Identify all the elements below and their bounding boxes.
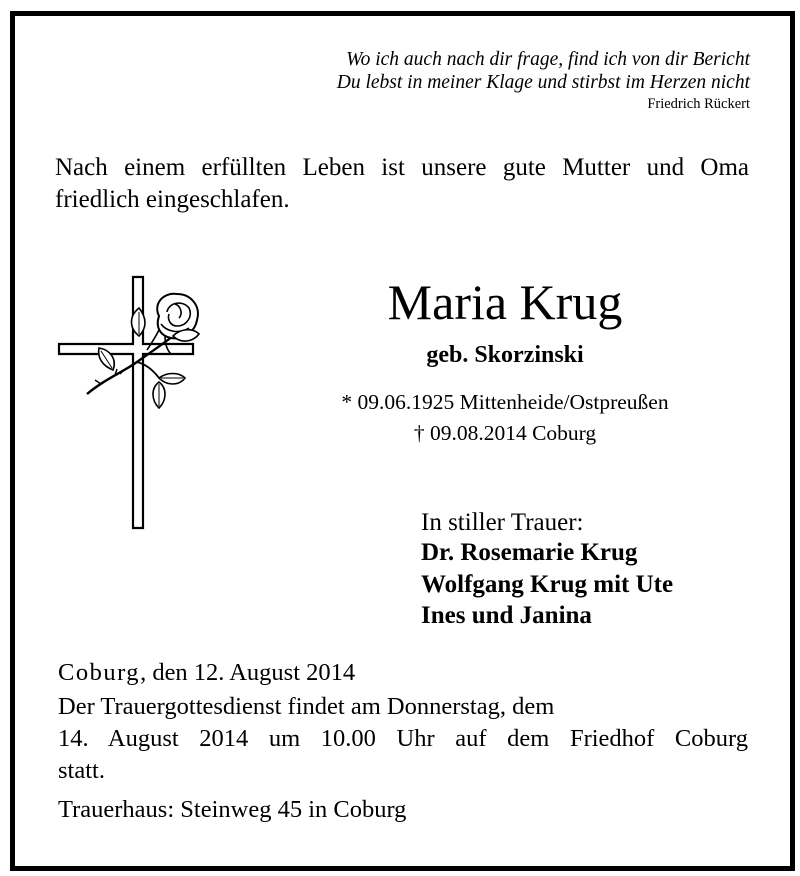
mourner-name: Wolfgang Krug mit Ute — [421, 571, 674, 598]
quote-line-1: Wo ich auch nach dir frage, find ich von dir Bericht — [346, 49, 750, 70]
quote-author: Friedrich Rückert — [647, 96, 750, 112]
obituary-frame — [10, 11, 795, 871]
deceased-name: Maria Krug — [387, 274, 623, 330]
intro-text: Nach einem erfüllten Leben ist unsere gute Mutter und Oma friedlich eingeschlafen. — [55, 154, 749, 213]
closing-date: , den 12. August 2014 — [140, 659, 356, 686]
mourner-name: Dr. Rosemarie Krug — [421, 539, 638, 566]
mourners-heading: In stiller Trauer: — [421, 509, 584, 536]
cross-with-rose-icon — [55, 274, 215, 539]
death-date-place: † 09.08.2014 Coburg — [413, 421, 597, 445]
birth-name: geb. Skorzinski — [426, 342, 584, 368]
mourning-house: Trauerhaus: Steinweg 45 in Coburg — [58, 796, 407, 823]
funeral-service-text — [58, 691, 758, 787]
service-line-2: 14. August 2014 um 10.00 Uhr auf dem Friedhof Coburg — [58, 725, 748, 752]
service-line-3: statt. — [58, 757, 105, 784]
place-and-date — [58, 659, 355, 687]
mourner-name: Ines und Janina — [421, 602, 592, 629]
birth-date-place: * 09.06.1925 Mittenheide/Ostpreußen — [341, 390, 669, 414]
quote-line-2: Du lebst in meiner Klage und stirbst im Herzen nicht — [336, 72, 750, 93]
place-city: Coburg — [58, 659, 141, 686]
service-line-1: Der Trauergottesdienst findet am Donnerstag, dem — [58, 693, 555, 720]
